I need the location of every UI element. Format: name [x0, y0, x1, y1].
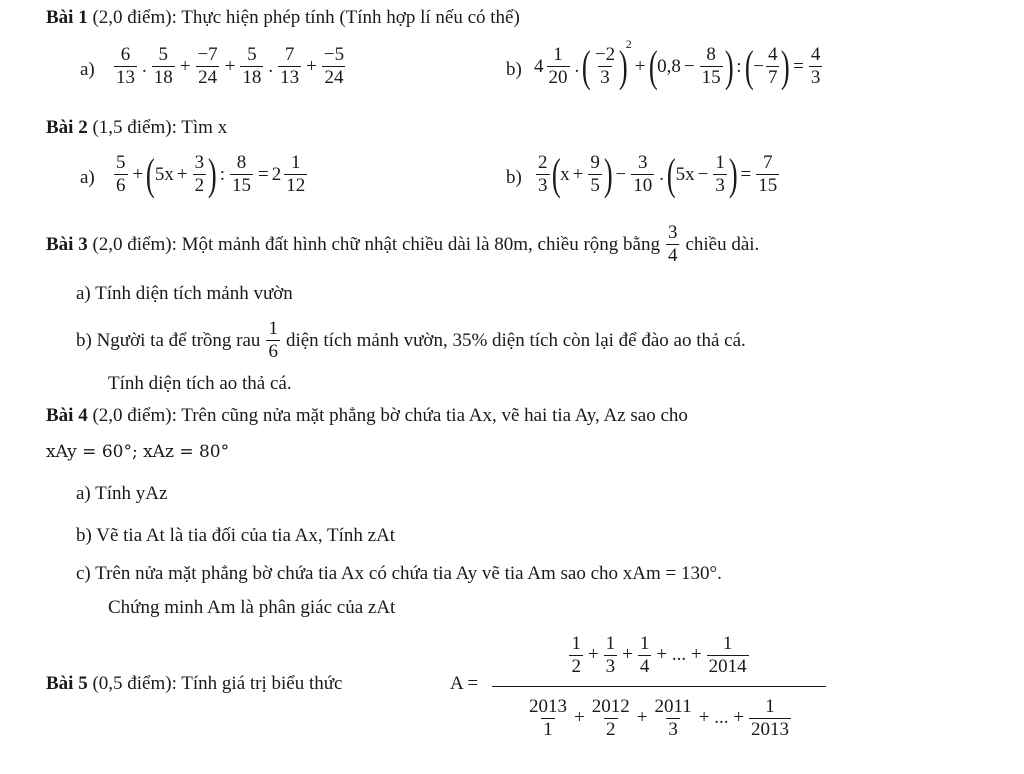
mixed-integer: 2	[271, 163, 282, 185]
fraction	[284, 152, 307, 197]
denominator: 15	[758, 175, 778, 196]
bai2-b-label: b)	[506, 167, 522, 188]
operator: −	[753, 55, 764, 77]
exponent: 2	[625, 37, 632, 51]
bai1-a-label: a)	[80, 59, 95, 80]
denominator: 1	[543, 718, 553, 740]
bai3-title-text: (2,0 điểm): Một mảnh đất hình chữ nhật chiều dài là 80m, chiều rộng bằng	[92, 233, 660, 255]
fraction	[569, 633, 583, 678]
fraction	[266, 318, 280, 363]
bai5-denominator	[525, 687, 793, 749]
bai2-a-label: a)	[80, 167, 95, 188]
denominator: 6	[268, 341, 278, 362]
denominator: 2	[194, 175, 205, 196]
denominator: 5	[590, 175, 600, 196]
numerator: 2	[538, 152, 548, 173]
fraction	[593, 44, 617, 89]
operator: +	[572, 163, 584, 185]
bai2-b-expression: $\frac{2}{3}$ ( x + $\frac{9}{5}$ ) − $\frac{3}{10}$ . ( 5x − $\frac{1}{3}$ ) = $\frac{7}{15}$	[538, 149, 778, 199]
bai3-b-end: diện tích mảnh vườn, 35% diện tích còn lại để đào ao thả cá.	[285, 329, 746, 351]
fraction	[195, 44, 219, 89]
bai1-b-expression: 4 $\frac{1}{20}$ . ( $\frac{-2}{3}$ ) 2 + ( 0,8 − $\frac{8}{15}$ ) : ( − $\frac{4}{7}$ ) = $\frac{4}{3}$	[534, 37, 821, 91]
bai5-big-fraction	[492, 624, 826, 749]
bai5-title-text: (0,5 điểm): Tính giá trị biểu thức	[92, 673, 343, 694]
bai4-title-text: (2,0 điểm): Trên cũng nửa mặt phẳng bờ chứa tia Ax, vẽ hai tia Ay, Az sao cho	[92, 405, 688, 426]
fraction	[527, 696, 569, 741]
fraction	[766, 44, 780, 89]
fraction	[114, 44, 137, 89]
denominator: 2014	[708, 655, 747, 677]
denominator: 3	[810, 67, 821, 88]
denominator: 7	[767, 67, 778, 88]
numerator: 3	[638, 152, 648, 173]
term: 5x	[675, 163, 695, 185]
denominator: 10	[633, 175, 653, 196]
numerator: 1	[553, 44, 563, 65]
fraction	[749, 696, 791, 741]
bai2-number: Bài 2	[46, 117, 88, 138]
denominator: 2	[606, 718, 616, 740]
operator: −	[615, 163, 627, 185]
operator: =	[258, 163, 269, 185]
fraction	[322, 44, 346, 89]
numerator: 7	[763, 152, 773, 173]
denominator: 4	[639, 655, 650, 677]
bai3-b-text: b) Người ta để trồng rau	[76, 329, 261, 351]
bai4-title	[46, 404, 688, 428]
numerator: 9	[590, 152, 600, 173]
denominator: 3	[715, 175, 725, 196]
bai4-b: b) Vẽ tia At là tia đối của tia Ax, Tính zAt	[76, 525, 396, 546]
mixed-integer: 4	[534, 55, 544, 77]
fraction	[114, 152, 128, 197]
denominator: 2013	[750, 718, 789, 740]
denominator: 13	[280, 67, 300, 88]
bai1-b-label: b)	[506, 59, 522, 80]
numerator: 1	[291, 152, 301, 173]
operator: −	[697, 163, 709, 185]
term: 5x	[154, 163, 174, 185]
denominator: 15	[232, 175, 252, 196]
numerator: 1	[722, 632, 733, 654]
numerator: 1	[605, 632, 616, 654]
bai3-a: a) Tính diện tích mảnh vườn	[76, 283, 293, 304]
numerator: 1	[639, 632, 650, 654]
fraction	[707, 633, 749, 678]
fraction	[756, 152, 779, 197]
bai2-title	[46, 116, 227, 140]
bai1-number: Bài 1	[46, 7, 88, 28]
bai3-number: Bài 3	[46, 233, 88, 255]
bai4-condition: xAy = 60°; xAz = 80°	[46, 442, 230, 462]
operator: +	[634, 55, 646, 77]
fraction	[536, 152, 550, 197]
operator: =	[740, 163, 752, 185]
denominator: 3	[668, 718, 678, 740]
fraction	[638, 633, 652, 678]
numerator: 6	[120, 44, 131, 65]
numerator: −5	[323, 44, 345, 65]
fraction	[604, 633, 618, 678]
denominator: 6	[116, 175, 126, 196]
denominator: 20	[548, 67, 568, 88]
bai3-b-line2: Tính diện tích ao thả cá.	[108, 373, 292, 394]
operator: +	[574, 707, 585, 728]
numerator: 1	[268, 318, 278, 339]
denominator: 12	[286, 175, 306, 196]
operator: + ... +	[656, 644, 702, 665]
bai3-b	[76, 318, 746, 363]
fraction	[631, 152, 654, 197]
numerator: 8	[706, 44, 716, 65]
operator: + ... +	[698, 707, 744, 728]
operator: +	[306, 55, 317, 77]
bai3-title	[46, 222, 759, 267]
bai4-c: c) Trên nửa mặt phẳng bờ chứa tia Ax có chứa tia Ay vẽ tia Am sao cho xAm = 130°.	[76, 563, 722, 584]
fraction	[193, 152, 207, 197]
denominator: 2	[571, 655, 581, 677]
operator: +	[179, 55, 191, 77]
fraction	[152, 44, 175, 89]
bai4-a: a) Tính yAz	[76, 483, 168, 504]
fraction	[547, 44, 570, 89]
denominator: 18	[153, 67, 173, 88]
denominator: 24	[324, 67, 344, 88]
bai5-number: Bài 5	[46, 673, 88, 694]
fraction	[666, 222, 680, 267]
decimal-value: 0,8	[657, 55, 681, 77]
variable: x	[560, 163, 570, 185]
numerator: 4	[767, 44, 778, 65]
numerator: 5	[116, 152, 126, 173]
denominator: 3	[538, 175, 548, 196]
denominator: 13	[116, 67, 135, 88]
fraction	[278, 44, 301, 89]
numerator: 1	[571, 632, 581, 654]
numerator: 5	[158, 44, 168, 65]
bai1-a-expression: $\frac{6}{13}$ . $\frac{5}{18}$ + $\frac{-7}{24}$ + $\frac{5}{18}$ . $\frac{7}{13}$ + $\frac{-5}{24}$	[116, 44, 345, 88]
numerator: 1	[715, 152, 725, 173]
bai5-numerator	[567, 624, 750, 686]
numerator: −2	[594, 44, 616, 65]
bai4-number: Bài 4	[46, 405, 88, 426]
denominator: 3	[600, 67, 610, 88]
operator: =	[793, 55, 804, 77]
bai5-title	[46, 672, 343, 696]
denominator: 24	[198, 67, 218, 88]
bai4-c-line2: Chứng minh Am là phân giác của zAt	[108, 597, 396, 618]
numerator: 2011	[654, 695, 692, 717]
numerator: 8	[236, 152, 247, 173]
numerator: 2013	[529, 695, 568, 717]
bai2-a-expression: $\frac{5}{6}$ + ( 5x + $\frac{3}{2}$ ) : $\frac{8}{15}$ = 2 $\frac{1}{12}$	[116, 149, 306, 199]
operator: +	[132, 163, 144, 185]
fraction	[809, 44, 823, 89]
operator: −	[683, 55, 695, 77]
fraction	[590, 696, 632, 741]
numerator: −7	[197, 44, 218, 65]
fraction	[230, 152, 253, 197]
operator: :	[736, 55, 742, 77]
denominator: 18	[242, 67, 262, 88]
operator: +	[636, 707, 648, 728]
operator: +	[176, 163, 188, 185]
numerator: 7	[284, 44, 295, 65]
fraction	[240, 44, 263, 89]
numerator: 3	[667, 222, 678, 243]
operator: +	[224, 55, 236, 77]
numerator: 5	[247, 44, 257, 65]
numerator: 3	[194, 152, 205, 173]
bai1-title-text: (2,0 điểm): Thực hiện phép tính (Tính hợp lí nếu có thể)	[92, 7, 520, 28]
fraction	[588, 152, 602, 197]
denominator: 4	[667, 245, 678, 266]
bai3-title-end: chiều dài.	[685, 233, 760, 255]
numerator: 4	[810, 44, 821, 65]
denominator: 3	[605, 655, 616, 677]
denominator: 15	[701, 67, 721, 88]
bai2-title-text: (1,5 điểm): Tìm x	[92, 117, 228, 138]
operator: +	[622, 644, 633, 665]
numerator: 1	[765, 695, 775, 717]
fraction	[713, 152, 727, 197]
operator: :	[219, 163, 226, 185]
numerator: 2012	[591, 695, 630, 717]
bai5-lhs: A =	[450, 673, 479, 694]
fraction	[652, 696, 693, 741]
bai1-title	[46, 6, 520, 30]
fraction	[700, 44, 723, 89]
operator: +	[587, 644, 599, 665]
